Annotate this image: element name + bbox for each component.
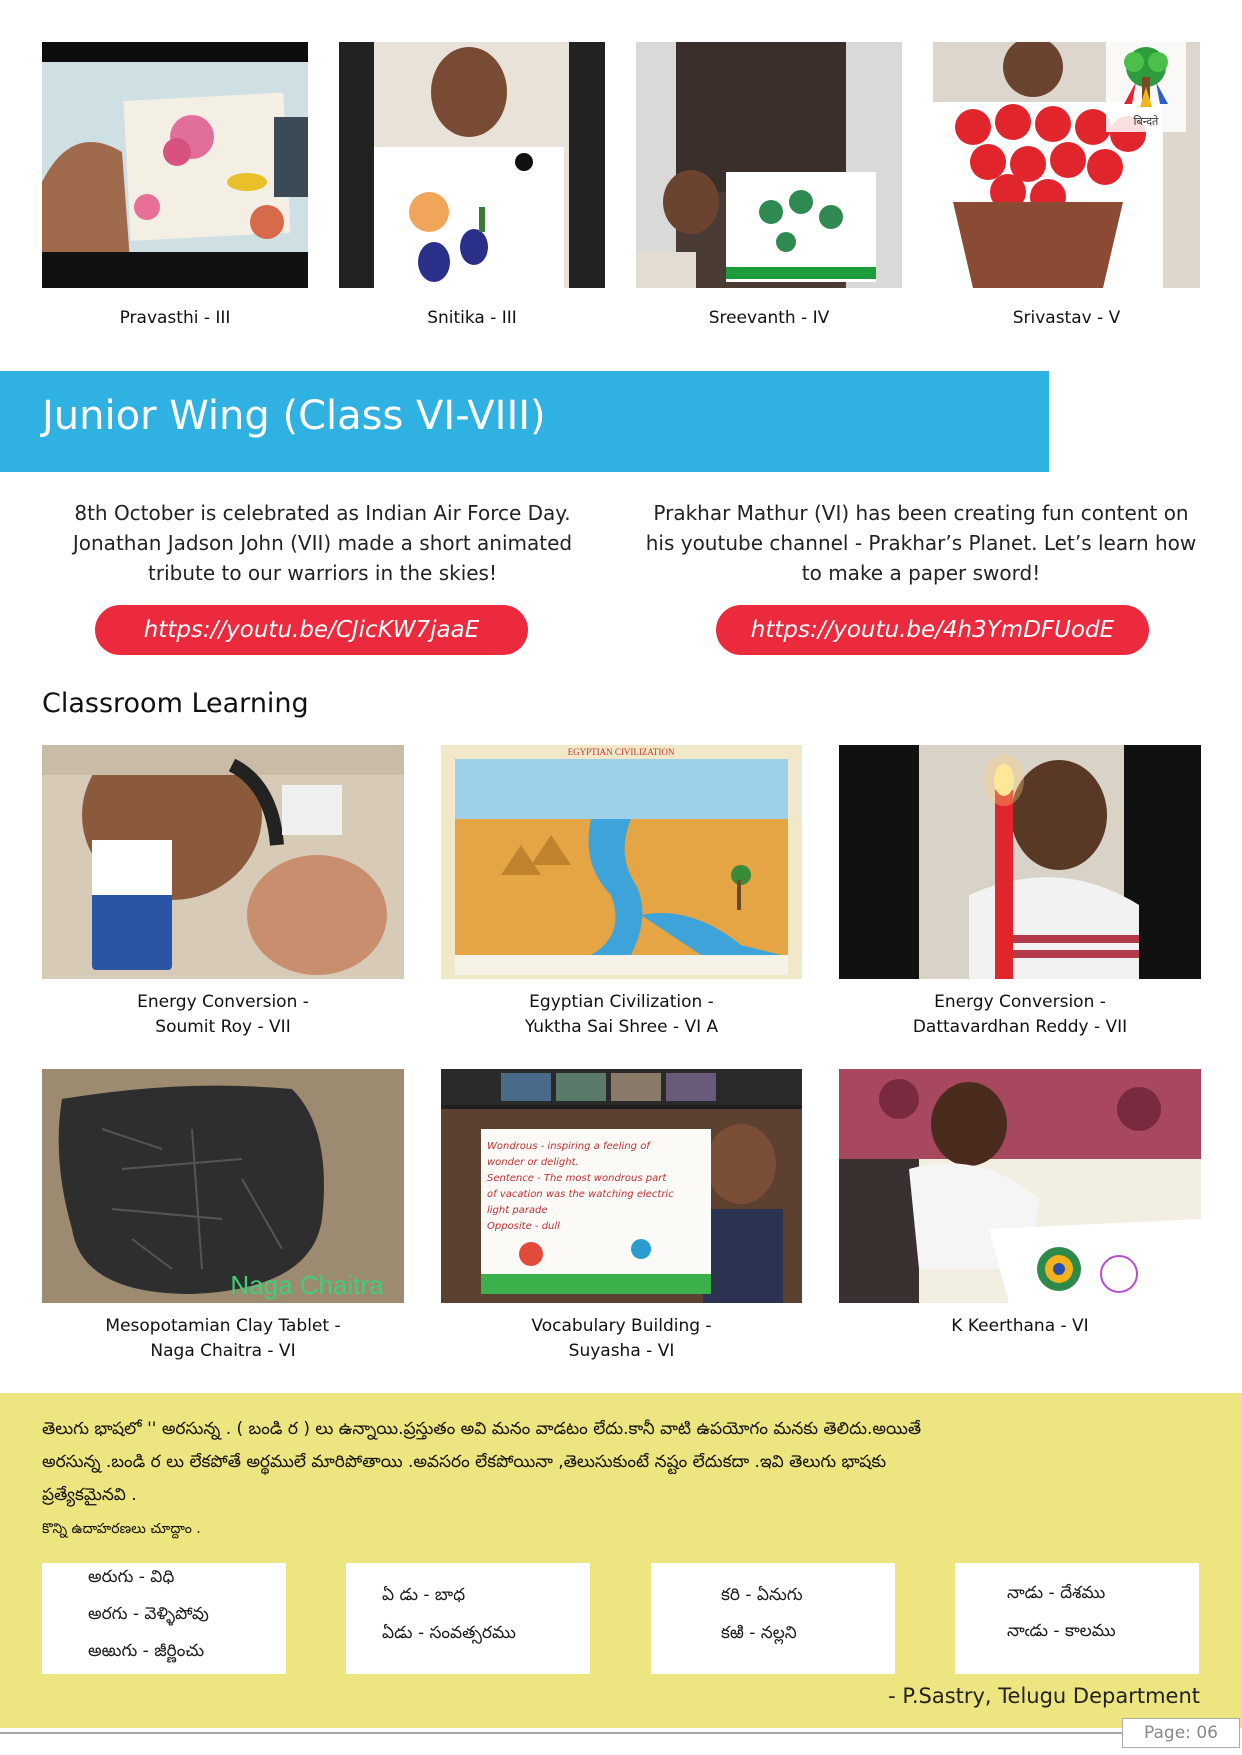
caption-line2: Suyasha - VI	[568, 1341, 675, 1361]
example-word: కఱి - నల్లని	[721, 1623, 797, 1643]
author-signature: - P.Sastry, Telugu Department	[888, 1684, 1200, 1708]
vocab-line-5: light parade	[487, 1205, 548, 1216]
telugu-line-3: ప్రత్యేకమైనవి .	[42, 1485, 137, 1505]
caption-line2: Yuktha Sai Shree - VI A	[524, 1017, 719, 1037]
photo-energy-dattavardhan	[839, 745, 1201, 979]
example-word: నాఁడు - కాలము	[1007, 1621, 1116, 1641]
classroom-title: Classroom Learning	[42, 688, 309, 719]
caption-line1: Egyptian Civilization -	[529, 992, 714, 1012]
photo-energy-soumit	[42, 745, 404, 979]
caption-egyptian	[441, 990, 802, 1040]
caption-srivastav: Srivastav - V	[1012, 308, 1121, 328]
photo-snitika	[339, 42, 605, 288]
caption-line2: Naga Chaitra - VI	[150, 1341, 296, 1361]
example-word: నాడు - దేశము	[1007, 1583, 1106, 1603]
vocab-line-6: Opposite - dull	[487, 1221, 560, 1232]
caption-line1: K Keerthana - VI	[951, 1316, 1089, 1336]
caption-sreevanth: Sreevanth - IV	[708, 308, 830, 328]
caption-line1: Energy Conversion -	[137, 992, 309, 1012]
caption-energy-dattavardhan	[839, 990, 1201, 1040]
youtube-link-paper-sword[interactable]: https://youtu.be/4h3YmDFUodE	[716, 605, 1149, 655]
telugu-line-2: అరసున్న .బండి ర లు లేకపోతే అర్థములే మారిపోతాయి .అవసరం లేకపోయినా ,తెలుసుకుంటే నష్టం లేదుకదా .ఇవి తెలుగు భాషకు	[42, 1452, 887, 1472]
page-number: Page: 06	[1122, 1718, 1240, 1748]
photo-clay-tablet	[42, 1069, 404, 1303]
example-word: ఏ డు - బాధ	[382, 1585, 466, 1605]
photo-vocabulary	[441, 1069, 802, 1303]
map-title: EGYPTIAN CIVILIZATION	[567, 747, 675, 757]
caption-line1: Mesopotamian Clay Tablet -	[105, 1316, 341, 1336]
caption-clay-tablet	[42, 1314, 404, 1364]
caption-vocabulary	[441, 1314, 802, 1364]
caption-line1: Vocabulary Building -	[531, 1316, 712, 1336]
photo-keerthana	[839, 1069, 1201, 1303]
example-word: అరగు - వెళ్ళిపోవు	[88, 1604, 209, 1624]
caption-keerthana	[839, 1314, 1201, 1339]
example-box-3	[651, 1563, 895, 1674]
section-banner	[0, 371, 1049, 472]
photo-egyptian-civilization	[441, 745, 802, 979]
photo-sreevanth	[636, 42, 902, 288]
caption-line2: Dattavardhan Reddy - VII	[912, 1017, 1128, 1037]
story-prakhar: Prakhar Mathur (VI) has been creating fun content on his youtube channel - Prakhar’s Planet. Let’s learn how to make a paper sword!	[645, 501, 1197, 585]
story-air-force-day: 8th October is celebrated as Indian Air Force Day. Jonathan Jadson John (VII) made a short animated tribute to our warriors in the skies!	[72, 501, 573, 585]
caption-line1: Energy Conversion -	[934, 992, 1106, 1012]
telugu-examples-intro: కొన్ని ఉదాహరణలు చూద్దాం .	[42, 1521, 201, 1537]
vocab-line-1: Wondrous - inspiring a feeling of	[487, 1141, 650, 1152]
logo-text: बिन्दते	[1133, 115, 1159, 128]
example-box-2	[346, 1563, 590, 1674]
telugu-line-1: తెలుగు భాషలో '' అరసున్న . ( బండి ర ) లు ఉన్నాయి.ప్రస్తుతం అవి మనం వాడటం లేదు.కానీ వాటి ఉపయోగం మనకు తెలిదు.అయితే	[42, 1419, 922, 1439]
example-box-4	[955, 1563, 1199, 1674]
watermark-text: Naga Chaitra	[230, 1270, 384, 1300]
vocab-line-4: of vacation was the watching electric	[487, 1189, 674, 1200]
caption-pravasthi: Pravasthi - III	[119, 308, 231, 328]
telugu-section	[0, 1393, 1242, 1728]
school-logo	[1106, 42, 1186, 132]
vocab-line-2: wonder or delight.	[487, 1157, 579, 1168]
caption-line2: Soumit Roy - VII	[155, 1017, 291, 1037]
vocab-line-3: Sentence - The most wondrous part	[487, 1173, 667, 1184]
youtube-link-air-force[interactable]: https://youtu.be/CJicKW7jaaE	[95, 605, 528, 655]
caption-snitika: Snitika - III	[427, 308, 517, 328]
battery-text: Hi-Watt	[109, 873, 155, 888]
example-box-1	[42, 1563, 286, 1674]
caption-energy-soumit	[42, 990, 404, 1040]
example-word: అఱుగు - జీర్ణించు	[88, 1641, 205, 1661]
example-word: కరి - ఏనుగు	[721, 1585, 803, 1605]
footer-divider	[0, 1732, 1122, 1734]
banner-title: Junior Wing (Class VI-VIII)	[42, 393, 546, 439]
photo-pravasthi	[42, 42, 308, 288]
example-word: ఏడు - సంవత్సరము	[382, 1623, 516, 1643]
example-word: అరుగు - విధి	[88, 1567, 175, 1587]
